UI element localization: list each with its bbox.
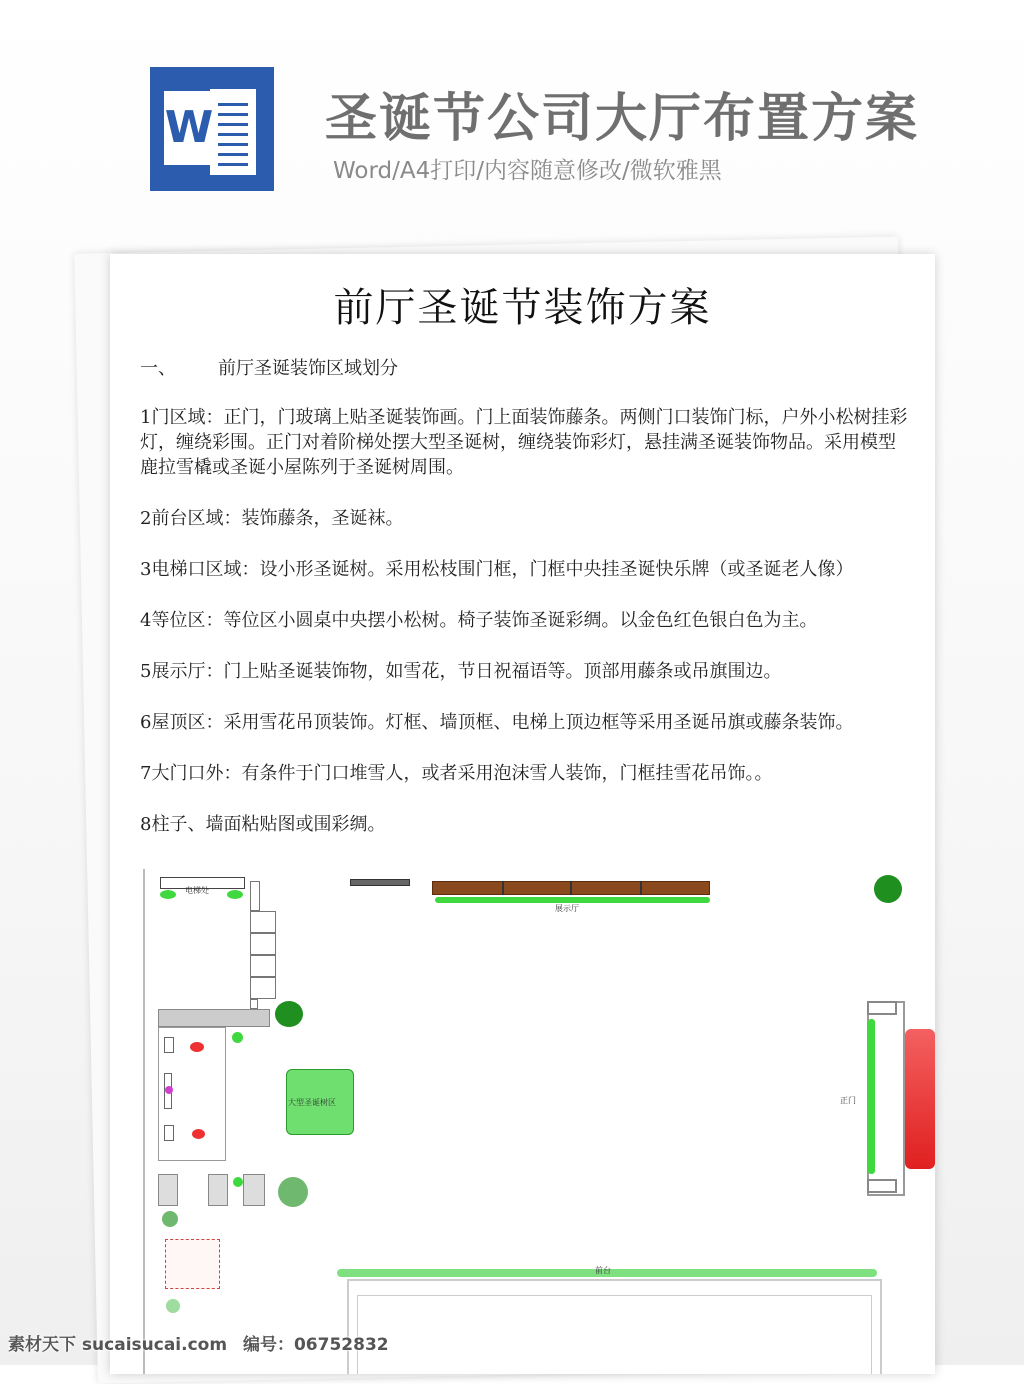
page-lines-icon xyxy=(210,89,256,175)
tree-top-right xyxy=(874,875,902,903)
main-title: 圣诞节公司大厅布置方案 xyxy=(325,89,920,149)
reception-label: 前台 xyxy=(595,1266,611,1275)
paragraph-ceiling: 6屋顶区：采用雪花吊顶装饰。灯框、墙顶框、电梯上顶边框等采用圣诞吊旗或藤条装饰。 xyxy=(140,712,854,733)
watermark xyxy=(8,1330,389,1355)
bush-faint xyxy=(166,1299,180,1313)
bush-small xyxy=(232,1032,243,1043)
tree-medium xyxy=(278,1177,308,1207)
stair-post xyxy=(250,999,258,1009)
chair xyxy=(164,1125,174,1141)
left-wall xyxy=(143,869,145,1374)
stair-step xyxy=(250,933,276,955)
tree-area-label: 大型圣诞树区 xyxy=(288,1098,336,1107)
elevator-plant-right xyxy=(227,890,243,899)
watermark-site: 素材天下 sucaisucai.com xyxy=(8,1335,228,1355)
word-letter-icon: W xyxy=(164,91,214,165)
elevator-label: 电梯处 xyxy=(185,886,209,895)
subtitle: Word/A4打印/内容随意修改/微软雅黑 xyxy=(333,158,722,184)
shelf-divider xyxy=(640,881,642,895)
paragraph-showroom: 5展示厅：门上贴圣诞装饰物，如雪花，节日祝福语等。顶部用藤条或吊旗围边。 xyxy=(140,661,782,682)
stair-step xyxy=(250,955,276,977)
paragraph-reception: 2前台区域：装饰藤条，圣诞袜。 xyxy=(140,508,404,529)
main-door-red xyxy=(905,1029,935,1169)
pink-ornament xyxy=(165,1086,173,1094)
paragraph-door-area: 1门区域：正门，门玻璃上贴圣诞装饰画。门上面装饰藤条。两侧门口装饰门标，户外小松树挂彩灯，缠绕彩围。正门对着阶梯处摆大型圣诞树，缠绕装饰彩灯，悬挂满圣诞装饰物品。采用模型鹿拉雪橇或圣诞小屋陈列于圣诞树周围。 xyxy=(140,407,908,478)
red-ornament xyxy=(190,1042,204,1052)
bush-medium xyxy=(162,1211,178,1227)
stair-step xyxy=(250,911,276,933)
seat-block xyxy=(158,1174,178,1206)
floor-plan xyxy=(110,859,935,1374)
watermark-id: 编号：06752832 xyxy=(242,1335,389,1355)
paragraph-waiting-area: 4等位区：等位区小圆桌中央摆小松树。椅子装饰圣诞彩绸。以金色红色银白色为主。 xyxy=(140,610,818,631)
reception-desk-inner xyxy=(357,1295,872,1374)
chair xyxy=(164,1037,174,1053)
section-heading: 前厅圣诞装饰区域划分 xyxy=(218,358,398,379)
staircase xyxy=(250,881,260,911)
paragraph-elevator: 3电梯口区域：设小形圣诞树。采用松枝围门框，门框中央挂圣诞快乐牌（或圣诞老人像） xyxy=(140,559,854,580)
red-ornament xyxy=(192,1129,205,1139)
paragraph-pillars: 8柱子、墙面粘贴图或围彩绸。 xyxy=(140,814,386,835)
seat-block xyxy=(243,1174,265,1206)
stair-step xyxy=(250,977,276,999)
door-post xyxy=(867,1001,897,1015)
table-set xyxy=(165,1239,220,1289)
dark-bar xyxy=(350,879,410,886)
main-door-label: 正门 xyxy=(840,1096,856,1105)
counter-shelf xyxy=(158,1009,270,1027)
section-number: 一、 xyxy=(140,358,176,379)
document-page xyxy=(110,254,935,1374)
tree-small xyxy=(275,1001,303,1027)
bush-small xyxy=(233,1177,243,1187)
elevator-plant-left xyxy=(160,890,176,899)
door-post xyxy=(867,1179,897,1193)
seat-block xyxy=(208,1174,228,1206)
word-app-icon xyxy=(150,67,274,191)
showroom-label: 展示厅 xyxy=(555,904,579,913)
document-title: 前厅圣诞节装饰方案 xyxy=(333,285,712,331)
shelf-divider xyxy=(570,881,572,895)
shelf-divider xyxy=(502,881,504,895)
paragraph-outside-door: 7大门口外：有条件于门口堆雪人，或者采用泡沫雪人装饰，门框挂雪花吊饰。。 xyxy=(140,763,773,784)
door-garland xyxy=(868,1019,875,1174)
